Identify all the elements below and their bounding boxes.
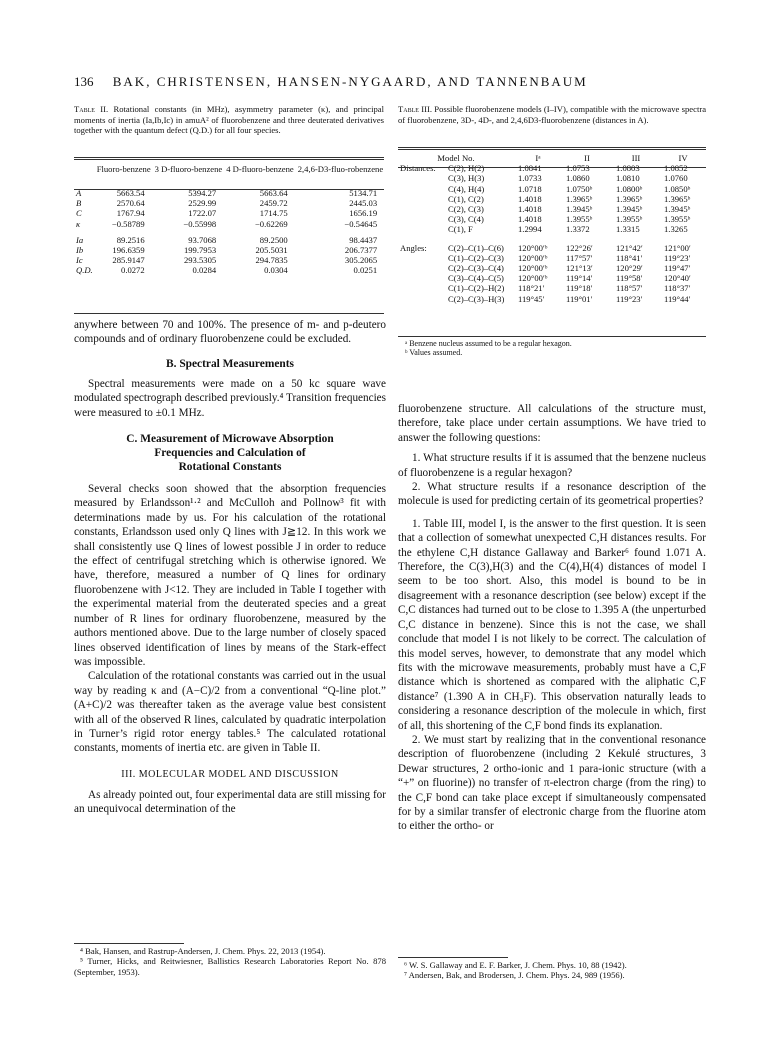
table2-row-label: C [76,208,82,219]
table3 [398,153,706,304]
table2-cell: 305.2065 [344,255,378,266]
table3-cell: 119°47′ [664,263,691,274]
table3-cell: 1.3965ᵇ [566,193,593,204]
footnote-7: ⁷ Andersen, Bak, and Brodersen, J. Chem. Phys. 24, 989 (1956). [404,970,625,981]
table3-cell: 1.0860 [566,173,590,184]
table3-group-label [398,204,446,214]
right-footnotes [398,960,706,981]
table2-cell: 93.7068 [188,234,217,245]
table3-cell: 1.0753 [566,163,590,174]
left-para-0: anywhere between 70 and 100%. The presence of m- and p-deutero compounds and of ordinary fluorobenzene could be excluded. [74,319,386,346]
table3-cell: 1.3965ᵇ [664,193,691,204]
table3-cell: 1.0760 [664,173,688,184]
table2-cell: 199.7953 [183,245,217,256]
table3-row [398,283,706,293]
running-title: BAK, CHRISTENSEN, HANSEN-NYGAARD, AND TANNENBAUM [112,74,588,89]
table2-cell: 89.2500 [259,234,288,245]
left-column [74,318,386,817]
table3-cell: 119°23′ [616,293,643,304]
table3-group-label [398,173,446,183]
table2-caption: Table II. Rotational constants (in MHz), asymmetry parameter (κ), and principal moments of inertia (Ia,Ib,Ic) in amuA² of fluorobenzene and three deuterated derivatives together with the quantum defect (Q.D.) for all four species. [74,104,384,136]
table2-cell: 0.0272 [121,265,145,276]
table2-cell: 1656.19 [349,208,378,219]
table3-group-label [398,224,446,234]
table2-row-label: B [76,198,82,209]
table3-cell: 118°57′ [616,283,643,294]
section-b-para: Spectral measurements were made on a 50 kc square wave modulated spectrograph described previously.⁴ Transition frequencies were measured to ±0.1 MHz. [74,377,386,419]
table2-cell: 1722.07 [188,208,217,219]
section-c-heading-3: Rotational Constants [178,461,282,474]
table3-row [398,173,706,183]
table2-cell: 1767.94 [116,208,145,219]
table2-cell: 1714.75 [259,208,288,219]
table3-row [398,184,706,194]
table3-cell: 120°00′ᵇ [518,273,548,284]
table2-cell: −0.55998 [183,218,217,229]
table3-row-label: C(4), H(4) [448,183,485,194]
table2-cell: 2445.03 [349,198,378,209]
table3-row [398,294,706,304]
section-c-heading-2: Frequencies and Calculation of [154,447,306,460]
table2-cell: 2570.64 [116,198,145,209]
table3-cell: 1.3945ᵇ [616,204,643,215]
table3-notes: ᵃ Benzene nucleus assumed to be a regular hexagon. ᵇ Values assumed. [405,339,572,358]
table3-row-label: C(1)–C(2)–C(3) [448,252,504,263]
table3-group-label: Angles: [400,242,427,253]
section-c-heading-1: C. Measurement of Microwave Absorption [126,433,334,446]
table3-row [398,204,706,214]
table2-cell: 98.4437 [349,234,378,245]
table3-cell: 119°01′ [566,293,593,304]
left-footnotes [74,946,386,977]
table3-row-label: C(3), C(4) [448,214,484,225]
table3-group-label [398,283,446,293]
table2-cell: 5663.64 [259,188,288,198]
table3-cell: 1.3315 [616,224,640,235]
running-header [74,74,714,90]
table3-cell: 1.3965ᵇ [616,193,643,204]
table2-cell: 2529.99 [188,198,217,209]
table3-row [398,253,706,263]
table3-row-label: C(1), C(2) [448,193,484,204]
table3-cell: 119°18′ [566,283,593,294]
footnote-4: ⁴ Bak, Hansen, and Rastrup-Andersen, J. Chem. Phys. 22, 2013 (1954). [80,946,326,956]
table3-cell: 1.0803 [616,163,640,174]
section-iii-para: As already pointed out, four experimental data are still missing for an unequivocal determination of the [74,788,386,816]
table3-row-label: C(1)–C(2)–H(2) [448,283,505,294]
table2-row [74,245,385,255]
table2-row-label: A [76,188,82,198]
question-2: 2. What structure results if a resonance description of the molecule is used for predicting certain of its geometrical properties? [398,481,706,508]
table3-cell: 1.3945ᵇ [566,204,593,215]
table2-cell: 5394.27 [188,188,217,198]
table2-cell: 0.0284 [192,265,217,276]
section-b-heading: B. Spectral Measurements [166,357,294,370]
table3-row-label: C(3)–C(4)–C(5) [448,273,504,284]
table3-cell: 117°57′ [566,252,593,263]
table3-cell: 120°40′ [664,273,691,284]
table2-row-label: Q.D. [76,265,93,276]
table3-row [398,163,706,173]
table3-row-label: C(2)–C(3)–C(4) [448,263,504,274]
table3-cell: 119°45′ [518,293,545,304]
table2-cell: 89.2516 [116,234,145,245]
table3-cell: 1.3955ᵇ [616,214,643,225]
page-number: 136 [74,74,94,89]
table3-row-label: C(2)–C(1)–C(6) [448,242,504,253]
table3-cell: 1.0810 [616,173,640,184]
table2-row [74,255,385,265]
table3-row [398,214,706,224]
answer-2: 2. We must start by realizing that in the conventional resonance description of fluorobenzene (including 2 Kekulé structures, 3 Dewar structures, 2 ortho-ionic and 1 para-ionic structure (with a “+” on fluorine)) no transfer of π-electron charge (from the ring) to the C,F bond can take place except if simultaneously compensated for by a similar transfer of electronic charge from the fluorine atom to either the ortho- or [398,733,706,833]
footnote-6: ⁶ W. S. Gallaway and E. F. Barker, J. Chem. Phys. 10, 88 (1942). [404,960,627,970]
answer-1: 1. Table III, model I, is the answer to the first question. It is seen that a collection of somewhat unexpected C,H distances results. For the ethylene C,H distance Gallaway and Barker⁶ found 1.071 A. Therefore, the C(3),H(3) and the C(4),H(4) distances of model I seem to be too short. Also, this model is bound to be in disagreement with a resonance description (see below) except if the C,C distances had turned out to be close to 1.395 A (the unperturbed C,C distance in benzene). Since this is not the case, we shall conclude that model I is not likely to be correct. The calculation of this model serves, however, to demonstrate that any model which fits with the microwave measurements, probably must have a C,F distance which is shortened as compared with the aliphatic C,F distance⁷ (1.390 A in CH₃F). This observation naturally leads to considering a resonance description of the molecule in which, first of all, this shortening of the C,F bond finds its explanation. [398,517,706,732]
t3-head-IV: IV [678,153,688,163]
table3-row-label: C(3), H(3) [448,173,485,184]
table3-row-label: C(1), F [448,224,473,235]
table3-row [398,273,706,283]
question-1: 1. What structure results if it is assumed that the benzene nucleus of fluorobenzene is a regular hexagon? [398,452,706,479]
table3-cell: 1.0718 [518,183,542,194]
table3-cell: 119°44′ [664,293,691,304]
table3-cell: 120°00′ᵇ [518,263,548,274]
t2-col-3: 2,4,6-D3-fluo-robenzene [297,164,384,174]
table3-cell: 1.0850ᵇ [664,183,691,194]
table3-cell: 119°58′ [616,273,643,284]
table3-row-label: C(2), H(2) [448,163,485,174]
table3-cell: 1.3955ᵇ [664,214,691,225]
t2-col-1: 3 D-fluoro-benzene [154,164,223,174]
table3-row [398,224,706,234]
table3-group-label: Distances: [400,163,436,174]
table3-row [398,194,706,204]
table2-cell: −0.58789 [111,218,145,229]
section-iii-heading: III. MOLECULAR MODEL AND DISCUSSION [121,768,339,780]
table2-cell: 0.0251 [353,265,378,276]
table3-cell: 118°21′ [518,283,545,294]
table3-row-label: C(2)–C(3)–H(3) [448,293,505,304]
t3-head-I: Iᵃ [535,153,541,163]
table2-cell: 5663.54 [116,188,145,198]
t3-head-III: III [631,153,641,163]
table3-block [398,104,706,125]
table2-row [74,198,385,208]
table3-cell: 1.3372 [566,224,590,235]
section-c-para-2: Calculation of the rotational constants was carried out in the usual way by reading κ and (A−C)/2 from a conventional “Q-line plot.” (A+C)/2 was thereafter taken as the average value best consistent with all of the observed R lines, calculated by quadratic interpolation in Turner’s rigid rotor energy tables.⁵ The calculated rotational constants, moments of inertia etc. are given in Table II. [74,670,386,755]
table3-cell: 119°14′ [566,273,593,284]
table3-group-label [398,263,446,273]
table2-cell: 206.7377 [344,245,378,256]
t2-col-2: 4 D-fluoro-benzene [226,164,294,174]
table3-cell: 1.4018 [518,193,542,204]
right-para-0: fluorobenzene structure. All calculations of the structure must, therefore, take place under certain assumptions. We have tried to answer the following questions: [398,403,706,444]
table2-cell: 2459.72 [259,198,288,209]
table3-group-label [398,214,446,224]
table3-cell: 118°41′ [616,252,643,263]
table3-cell: 121°42′ [616,242,643,253]
table2-row-label: κ [76,218,81,229]
t2-col-0: Fluoro-benzene [96,164,151,174]
table3-group-label [398,253,446,263]
table3-cell: 1.0841 [518,163,542,174]
section-c-para-1: Several checks soon showed that the absorption frequencies measured by Erlandsson¹·² and McCulloh and Pollnow³ fit with determinations made by us. For his calculation of the rotational constants, Erlandsson used only Q lines with J≧12. In this work we shall consistently use Q lines of lowest possible J in order to reduce the effect of centrifugal stretching which is otherwise ignored. We have, therefore, measured a number of Q lines for ordinary fluorobenzene with J<12. They are included in Table I together with the experimental material from the deuterated species and a great number of R lines for ordinary fluorobenzene, measured by the authors mentioned above. Due to the large number of closely spaced lines observed identification of lines by means of the Stark-effect was impossible. [74,483,386,668]
table3-cell: 1.2994 [518,224,542,235]
table3-cell: 120°29′ [616,263,643,274]
table2-cell: 285.9147 [112,255,145,266]
table3-row-label: C(2), C(3) [448,204,484,215]
table2-row [74,219,385,229]
table3-group-label [398,294,446,304]
table3-group-label [398,184,446,194]
table3-group-label [398,194,446,204]
table3-cell: 1.0733 [518,173,542,184]
table2-cell: 5134.71 [349,188,378,198]
table3-cell: 1.3955ᵇ [566,214,593,225]
table3-row [398,263,706,273]
table3-cell: 1.3945ᵇ [664,204,691,215]
table3-caption: Table III. Possible fluorobenzene models (I–IV), compatible with the microwave spectra of fluorobenzene, 3D-, 4D-, and 2,4,6D3-fluorobenzene (distances in A). [398,104,707,125]
table2-block [74,104,384,136]
table2-row [74,265,385,275]
table3-cell: 119°23′ [664,252,691,263]
table2-cell: −0.62269 [254,218,288,229]
table2-row [74,208,385,218]
table2-cell: 0.0304 [264,265,288,276]
table3-cell: 120°00′ᵇ [518,242,548,253]
table3-cell: 118°37′ [664,283,691,294]
table2-cell: 205.5031 [255,245,288,256]
right-column [398,402,706,834]
t3-head-II: II [584,153,590,163]
table3-cell: 121°13′ [566,263,593,274]
table2-row-label: Ia [76,234,84,245]
table2-row [74,229,385,245]
table3-cell: 1.0750ᵇ [566,183,593,194]
table2-row-label: Ic [76,255,83,266]
table3-cell: 1.4018 [518,204,542,215]
table3-group-label [398,273,446,283]
table2-row-label: Ib [76,245,84,256]
table2-cell: 196.6359 [112,245,145,256]
table3-cell: 1.4018 [518,214,542,225]
table3-cell: 121°00′ [664,242,691,253]
table3-cell: 122°26′ [566,242,593,253]
table2-cell: −0.54645 [344,218,378,229]
table2 [74,164,385,276]
table3-row [398,243,706,253]
table3-cell: 1.0800ᵇ [616,183,643,194]
table2-cell: 294.7835 [255,255,288,266]
t3-head-model: Model No. [437,153,475,163]
table3-cell: 1.3265 [664,224,688,235]
table3-cell: 120°00′ᵇ [518,252,548,263]
table2-cell: 293.5305 [183,255,217,266]
table3-cell: 1.0852 [664,163,688,174]
footnote-5: ⁵ Turner, Hicks, and Reitwiesner, Ballistics Research Laboratories Report No. 878 (September, 1953). [74,956,386,977]
